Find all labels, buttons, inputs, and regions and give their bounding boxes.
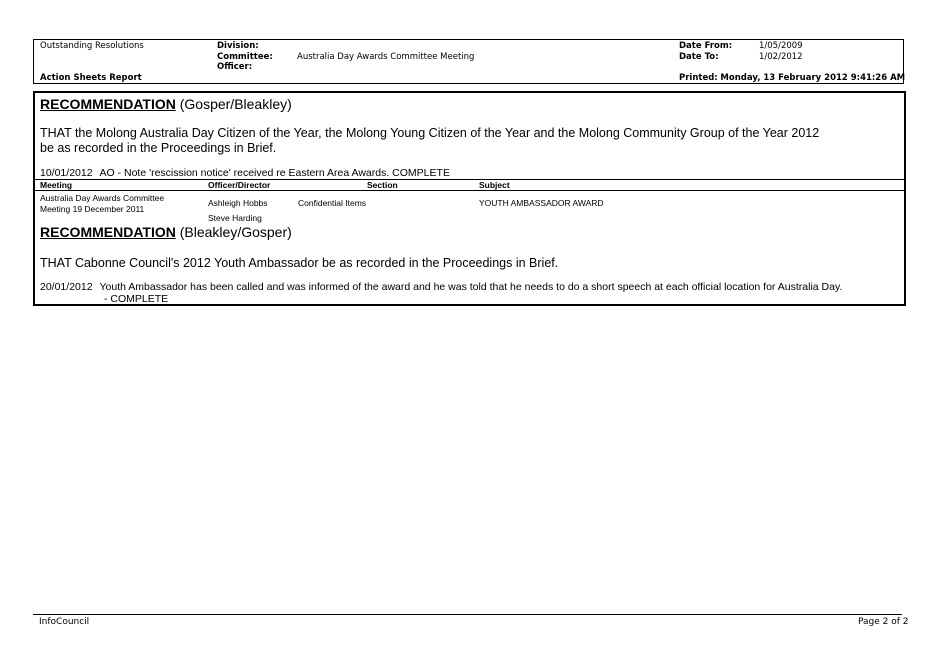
recommendation-heading-1: [40, 96, 292, 112]
col-meeting: Meeting: [40, 180, 73, 190]
note-text: Youth Ambassador has been called and was informed of the award and he was told that he needs to do a short speech at each official location for Australia Day.: [99, 281, 843, 293]
report-header: [33, 39, 904, 84]
recommendation-heading-2: [40, 224, 292, 240]
action-note-2-cont: - COMPLETE: [104, 293, 169, 305]
recommendation-body-2: THAT Cabonne Council's 2012 Youth Ambassador be as recorded in the Proceedings in Brief.: [40, 256, 559, 270]
recommendation-movers: (Bleakley/Gosper): [179, 224, 292, 240]
table-header-rule: [35, 190, 904, 191]
officer-2: Steve Harding: [208, 213, 262, 223]
date-to-label: Date To:: [679, 52, 719, 62]
date-from-label: Date From:: [679, 41, 733, 51]
committee-value: Australia Day Awards Committee Meeting: [297, 52, 475, 62]
footer-rule: [33, 614, 902, 615]
action-note-2: [40, 281, 842, 293]
subject-value: YOUTH AMBASSADOR AWARD: [479, 198, 604, 208]
meeting-line-2: Meeting 19 December 2011: [40, 204, 145, 214]
division-label: Division:: [217, 41, 259, 51]
note-date: 20/01/2012: [40, 281, 93, 293]
committee-label: Committee:: [217, 52, 273, 62]
action-note-1: [40, 167, 450, 179]
page-number: Page 2 of 2: [858, 617, 909, 627]
printed-value: Monday, 13 February 2012 9:41:26 AM: [720, 73, 906, 83]
col-section: Section: [367, 180, 398, 190]
table-top-rule: [35, 179, 904, 180]
action-sheet: [33, 91, 906, 306]
recommendation-body-1a: THAT the Molong Australia Day Citizen of the Year, the Molong Young Citizen of the Year and the Molong Community Group of the Year 2012: [40, 126, 820, 140]
date-from-value: 1/05/2009: [759, 41, 803, 51]
note-date: 10/01/2012: [40, 167, 93, 179]
recommendation-label: RECOMMENDATION: [40, 224, 176, 240]
officer-label: Officer:: [217, 62, 253, 72]
meeting-line-1: Australia Day Awards Committee: [40, 193, 165, 203]
note-text: AO - Note 'rescission notice' received re Eastern Area Awards. COMPLETE: [99, 167, 450, 179]
recommendation-label: RECOMMENDATION: [40, 96, 176, 112]
date-to-value: 1/02/2012: [759, 52, 803, 62]
recommendation-body-1b: be as recorded in the Proceedings in Brief.: [40, 141, 277, 155]
report-name: Action Sheets Report: [40, 73, 142, 83]
recommendation-movers: (Gosper/Bleakley): [179, 96, 292, 112]
col-subject: Subject: [479, 180, 510, 190]
footer-app-name: InfoCouncil: [39, 617, 90, 627]
report-type: Outstanding Resolutions: [40, 41, 144, 51]
printed-label: Printed:: [679, 73, 718, 83]
printed-line: [679, 73, 905, 83]
col-officer-director: Officer/Director: [208, 180, 271, 190]
section-value: Confidential Items: [298, 198, 367, 208]
officer-1: Ashleigh Hobbs: [208, 198, 268, 208]
